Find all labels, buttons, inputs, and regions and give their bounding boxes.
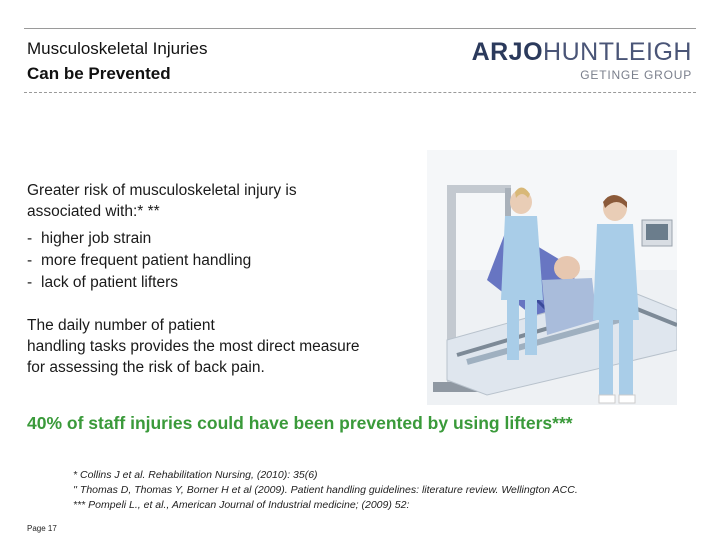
bullet-marker: -	[27, 230, 33, 247]
intro-paragraph	[27, 180, 417, 222]
measure-line1: The daily number of patient	[27, 317, 215, 334]
logo-subtitle: GETINGE GROUP	[580, 68, 692, 82]
intro-line2: associated with:* **	[27, 203, 160, 220]
measure-line2: handling tasks provides the most direct measure	[27, 338, 360, 355]
reference-item: *** Pompeli L., et al., American Journal of Industrial medicine; (2009) 52:	[73, 499, 410, 511]
list-item	[27, 250, 417, 272]
logo-wordmark	[472, 38, 692, 67]
list-item-text: more frequent patient handling	[41, 252, 252, 269]
list-item-text: higher job strain	[41, 230, 152, 247]
logo-arjo-text: ARJO	[471, 38, 544, 66]
header-divider	[24, 92, 696, 93]
page-number: Page 17	[27, 524, 57, 533]
references	[73, 468, 578, 513]
top-rule	[24, 28, 696, 29]
slide-title-line2: Can be Prevented	[27, 64, 171, 83]
list-item-text: lack of patient lifters	[41, 274, 178, 291]
logo-huntleigh-text: HUNTLEIGH	[543, 38, 692, 66]
reference-item: '' Thomas D, Thomas Y, Borner H et al (2009). Patient handling guidelines: literature review. Wellington ACC.	[73, 484, 578, 496]
bullet-marker: -	[27, 252, 33, 269]
risk-factor-list	[27, 228, 417, 294]
key-statistic: 40% of staff injuries could have been prevented by using lifters***	[27, 413, 573, 433]
patient-lift-illustration	[427, 150, 677, 405]
patient-lift-photo	[427, 150, 677, 405]
list-item	[27, 272, 417, 294]
slide-title-line1: Musculoskeletal Injuries	[27, 39, 208, 58]
measure-line3: for assessing the risk of back pain.	[27, 359, 265, 376]
bullet-marker: -	[27, 274, 33, 291]
measure-paragraph	[27, 315, 422, 378]
intro-line1: Greater risk of musculoskeletal injury is	[27, 182, 297, 199]
list-item	[27, 228, 417, 250]
reference-item: * Collins J et al. Rehabilitation Nursing, (2010): 35(6)	[73, 469, 318, 481]
arjohuntleigh-logo	[471, 38, 694, 84]
